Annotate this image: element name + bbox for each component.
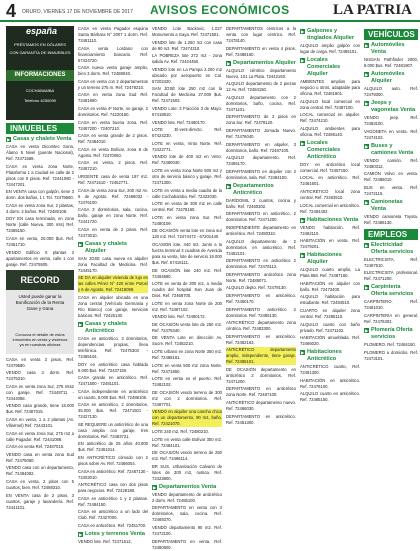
classified-ad: LOTE El-vent-directo. Ref. 67424230. (152, 127, 222, 139)
arrow-icon: ▶ (300, 29, 305, 34)
arrow-icon: ▶ (300, 140, 305, 146)
ad-list (364, 158, 418, 197)
classified-ad: CASA independiente en anticrético un cuarto, 8.000 $us. Ref. 72488105. (78, 388, 148, 400)
category-heading: ▶ Casas y chalets Alquiler (78, 240, 127, 254)
arrow-icon: ▶ (78, 532, 83, 538)
category-heading: ▶ Departamentos Alquiler (226, 59, 296, 66)
classified-ad: VENDO lote. Ref. 72471512. (78, 539, 132, 545)
classified-ad: LOTE en venta de 300 m2, a media cuadra del hospital San Juan de Dios. Ref. 72468700. (152, 281, 222, 299)
classified-ad: ALQUILO cuarto en anticrético. Ref. 72485150. (300, 391, 360, 403)
section-heading-inmuebles: INMUEBLES (6, 123, 74, 134)
classified-ad: CASA en anticrético. Ref. 72467130 - 72403010. (78, 468, 148, 480)
arrow-icon: ▶ (364, 327, 369, 333)
section-heading-vehiculos: VEHÍCULOS (364, 29, 418, 40)
classified-ad: SE REQUIERE un anticrético de una casa amplia con garaje, tres dormitorios. Ref. 72483721. (78, 421, 148, 439)
arrow-icon: ▶ (226, 60, 231, 66)
loan-advert (6, 26, 74, 120)
classified-ad: LOTE en venta, Vinto Norte. Ref. 72422771. (152, 140, 222, 152)
classified-ad: VENDO lote. Ref. 72490172. (152, 314, 206, 320)
classified-ad: ELECTRICISTA profesional. Ref. 72471200. (364, 270, 418, 282)
category-heading: ▶ Buses y camiones Venta (364, 142, 414, 156)
classified-ad: VENDO lote. Ref. 72460170. (152, 119, 206, 125)
arrow-icon: ▶ (78, 321, 83, 327)
category-heading: ▶ Automóviles Venta (364, 42, 405, 55)
classified-ad: VENDO Lote Backovic, 1.027 Monumento a Gaya. Ref. 72471501. (152, 26, 222, 37)
classified-ad: DEPARTAMENTO en anticrético, 2 dormitorios. Ref. 72471200. (226, 211, 296, 223)
category-heading: ▶ Casas y chalets Anticrético (78, 320, 127, 334)
arrow-icon: ▶ (364, 43, 369, 48)
classified-ad: VENDO departamento de anticrético 2 dorm. Ref. 72485100. (152, 491, 222, 503)
ad-list (78, 295, 148, 319)
classified-ad: ANTICRÉTICO departamento nuevo. Ref. 72466030. (226, 400, 296, 412)
classified-ad: LOTE en venta a media cuadra de la calle Cochabamba. Ref. 72422030. (152, 187, 222, 199)
classified-ad: DE OCASIÓN vendo terreno de 250 m2. Ref. 72486114. (152, 450, 222, 462)
column-2 (78, 26, 148, 545)
classified-ad: CARPINTERO. Ref. 72481010. (364, 299, 418, 311)
classified-ad: CASA en venta zona Norte, Plataforma 1 a Ciudad en calle de 2 pisos con 8 pisos. Ref. 72441080 - 72447201. (6, 163, 74, 187)
arrow-icon: ▶ (226, 183, 231, 189)
classified-ad: ALQUILO departamento con 2 dormitorios, baño, cocina. Ref. 72471101. (226, 94, 296, 112)
classified-ad: LOCAL comercial en alquiler. Ref. 72474210. (300, 112, 360, 124)
classified-ad: SAN JOSE casa nueva en alquiler zona Facultad de Medicina. Ref. 72445170. (78, 255, 148, 273)
classified-ad: DAR/DOMIL 2 cuartos, cocina y baño. Ref. 72460302. (226, 197, 296, 209)
classified-ad: VENDO casa con un departamento, Ref. 72484082. (6, 465, 74, 477)
category-heading: ▶ Locales Comerciales Anticrético (300, 139, 341, 160)
section-title: AVISOS ECONÓMICOS (150, 3, 290, 17)
ad-list (6, 357, 74, 511)
classified-ad: DOY EN casa terminada, en zona Norte (calle Nueva, 300 mts) Ref. 72485150. (6, 216, 74, 234)
realestate-advert (6, 270, 74, 354)
classified-ad: LOTE en venta en el puerto. Ref. 72482102. (152, 376, 222, 388)
classified-ad: LA POBREZA lote 272 m2 - zona salida Av. Ref. 72424450. (152, 53, 222, 65)
ad-list (364, 257, 418, 283)
classified-ad: CASA en anticrético, 3 dormitorios, dependencias propias, línea telefónica. Ref. 72475303 - 72485104. (78, 335, 148, 359)
arrow-icon: ▶ (300, 58, 305, 63)
classified-ad: VENDO lote de 400 m2 en Vinto. Ref. 72480040. (152, 154, 222, 166)
category-heading: ▶ Casas y chalets Venta (6, 136, 72, 142)
classified-ad: HABITACIÓN en venta. Ref. 72479201. (300, 238, 360, 250)
advert-band: INFORMACIONES (6, 70, 74, 81)
classified-ad: HABITACIÓN en alquiler con baño. Ref. 72473400. (300, 280, 360, 292)
ad-list (226, 68, 296, 181)
classified-ad: BUS en venta. Ref. 72472115. (364, 184, 418, 196)
ad-list (226, 198, 296, 346)
classified-ad: LOTE en venta de 300 m2 en calle central. Ref. 72478160. (152, 201, 222, 213)
classified-ad: ALQUILO local comercial en zona central. Ref. 72487100. (300, 98, 360, 110)
classified-ad: ALQUILO cuarto amplio, La Plata 658. Ref. 72487160. (300, 267, 360, 279)
classified-ad: DEPARTAMENTO en venta. Ref. 72480600. (152, 538, 222, 550)
column-3 (152, 26, 222, 550)
classified-ad: DE OCASIÓN departamento en anticrético 2 dormitorios. Ref. 72471200. (226, 366, 296, 384)
ad-list (364, 86, 418, 98)
classified-ad: DOY en anticrético casa hablada 6.000 $us. Ref. 72437150. (78, 361, 148, 373)
classified-ad: DEPARTAMENTO en alquiler, 3 dormitorios, baño. Ref. 72487100. (226, 141, 296, 153)
ad-list (78, 26, 148, 239)
ad-list (226, 26, 296, 58)
classified-ad: DE VENTA Lote en dirección Av. Sucre. Ref. 72482210. (152, 335, 222, 347)
arrow-icon: ▶ (364, 285, 369, 291)
classified-ad: ALQUILO departamento de 2 dormitorios en anticrético. Ref. 72482101. (226, 238, 296, 256)
column-4 (226, 26, 296, 538)
classified-ad: DE OCASIÓN venta lote de 250 m2. Ref. 72475340. (152, 321, 222, 333)
classified-ad: CASA en venta de 2 pisos. Ref. 72473010. (78, 226, 148, 238)
column-5 (300, 26, 360, 538)
classified-ad: CASA en anticrético. Ref. 72451700. (78, 523, 147, 529)
arrow-icon: ▶ (364, 143, 369, 149)
classified-ad: CASA en venta zona Sud Ref. 72481890. (78, 92, 148, 104)
classified-ad: VENDO casa 3 dorm. Ref. 72475310. (6, 370, 74, 382)
classified-ad: VENDO lote en La Pampa 2.200 m2 ubicado por aeropuerto en Cal. 67202420. (152, 66, 222, 84)
arrow-icon: ▶ (300, 217, 305, 223)
classified-ad: EN VENTA casa de 2 pisos, 3 cuartos, garaje y lavandería. Ref. 72441101. (6, 492, 74, 510)
classified-ad: ALQUILO céntrico departamento Nuevo, 101 La Plata. 72442150. (226, 67, 296, 79)
classified-ad: DOY en anticrético local comercial. Ref. 72487150. (300, 161, 360, 173)
classified-ad: DE OCASIÓN venta lote en zona sur 120 m2. Ref. 72474472 - 67201440. (152, 228, 222, 240)
ad-list (78, 336, 148, 529)
classified-ad: LOTE en venta zona Norte de 200 m2. Ref. 72487102. (152, 300, 222, 312)
classified-ad: CASA en venta grande de 2 pisos. Ref. 72484010. (78, 133, 148, 145)
classified-ad: DEPARTAMENTO anticrético 2 dormitorios. Ref. 72485130. (226, 306, 296, 318)
classified-ad: ALQUILO departamento de 2 piezas 12 Av. Ref. 72484150. (226, 81, 296, 93)
classified-ad: ALQUILO departamento. Ref. 72485170. (226, 155, 296, 167)
classified-ad: DE OCASIÓN lote 240 m2. Ref. 72494580. (152, 267, 222, 279)
classified-ad: ALQUILO ambientes para oficina. Ref. 72486140. (300, 125, 360, 137)
ad-list (300, 162, 360, 215)
classified-ad: VENDO casa grande, tiene 18.000 $us. Ref. 72487015. (6, 403, 74, 415)
classified-ad: VENDO Edificio 5 plantas 3 apartamentos en venta, calle 1 con garaje. Ref. 72479505. (6, 249, 74, 267)
ad-list (226, 367, 296, 426)
classified-ad: ALQUILO habitación para estudiante. Ref. 72484510. (300, 294, 360, 306)
classified-ad: VENDO casa en venta zona Sud Ref. 72475060. (6, 451, 74, 463)
arrow-icon: ▶ (152, 484, 157, 490)
classified-ad: CASA grande en anticrético. Ref. 72471500 - 72481101. (78, 375, 148, 387)
classified-ad: CASA en anticrético 1 y 2 plantas. Ref. 72484150. (78, 495, 148, 507)
classified-ad: ELECTRICISTA. Ref. 72487510. (364, 256, 418, 268)
section-heading-empleos: EMPLEOS (364, 229, 418, 240)
ad-list (300, 225, 360, 251)
category-heading: ▶ Lotes y terrenos Venta (78, 531, 145, 538)
classified-ad: CASA en venta, 1 a 2 plantas (Av. Villarroel) Ref. 72443101. (6, 416, 74, 428)
classified-ad: CASA nueva venta garaje amplio, bien 3 dorm. Ref. 72486040. (78, 65, 148, 77)
dateline: ORURO, VIERNES 17 DE NOVIEMBRE DE 2017 (22, 9, 133, 15)
classified-ad: EN anticrético de 25 años 40.000 $us. Ref. 72461014. (78, 441, 148, 453)
category-heading: ▶ Automóviles Alquiler (364, 71, 405, 84)
classified-ad: CASA en venta zona Sur, 275 mts2 con garaje. Ref. 72448711 - 72444088. (6, 383, 74, 401)
category-heading: ▶ Departamentos Anticrético (226, 182, 274, 196)
classified-ad: URGENTE casa de venta 197 m2. Ref. 72471510 - 72452771. (78, 173, 148, 185)
advert-logo: españa (26, 26, 58, 36)
ad-list (300, 267, 360, 347)
classified-ad: CASA en venta buena zona. Ref. 72487200 - 72407210. (78, 119, 148, 131)
advert-line: PRÉSTAMOS EN DÓLARES (14, 42, 66, 47)
classified-ad: CASA en venta 4º Norte, no garaje, 2 dormitorios. Ref. 74220150. (78, 105, 148, 117)
category-heading: ▶ Habitaciones Venta (300, 216, 359, 223)
classified-ad: ALQUILO cuarto con baño privado. Ref. 72471102. (300, 321, 360, 333)
arrow-icon: ▶ (300, 253, 305, 259)
classified-ad: LOTE en venta zona Sur. Ref. 72480109. (152, 214, 222, 226)
classified-ad: CASA en venta, 20.000 $us. Ref. 72451710. (6, 235, 74, 247)
ad-list (300, 364, 360, 403)
advert-line: COCHABAMBA (25, 88, 55, 93)
classified-ad: BR SUS. Urbanización Calvario de lotes de 300 m2, rustica. Ref. 72423800. (152, 463, 222, 481)
classified-ad: VENDO habitación. Ref. 72482110. (300, 224, 360, 236)
category-heading: ▶ Departamentos Venta (152, 483, 217, 490)
classified-ad: CASA en venta Dicomtec Soria, Álamo 5 Nivel (puente Nacional), Ref. 72471588. (6, 144, 74, 161)
advert-logo: RECORD (6, 270, 74, 290)
ad-list (300, 43, 360, 55)
category-heading: ▶ Jeeps y vagonetas Venta (364, 100, 416, 113)
ad-list (364, 299, 418, 325)
ad-list (300, 79, 360, 138)
classified-ad: NISSAN Pathfinder 2000, 8.000 $us. Ref. 72481907. (364, 57, 418, 68)
classified-ad: CASA en venta Ref. 72487015. (6, 444, 65, 450)
classified-ad: DEPARTAMENTO en anticrético zona Norte. Ref. 72487100. (226, 386, 296, 398)
arrow-icon: ▶ (364, 101, 369, 106)
classified-ad: CASA en venta zona Sur, 275 m2 a calle Pagador. Ref. 72441088. (6, 430, 74, 442)
highlighted-ad: SE DA en alquiler vivienda de lujo en las calles Pérez N° 420 entre Potosí y 6 de Agosto. Ref. 72418099. (78, 275, 148, 293)
classified-ad: ANTICRÉTICO local zona central. Ref. 72463510. (300, 188, 360, 200)
classified-ad: ALQUILO auto. Ref. 72479300. (364, 86, 418, 97)
classified-ad: LOCAL en anticrético. Ref. 72481601. (300, 175, 360, 187)
classified-ad: CASA en anticrético a un lado del Club. Ref. 72427000. (78, 509, 148, 521)
classified-ad: DEPARTAMENTO en venta con 3 dormitorios, sala, cocina. Ref. 72469370. (152, 505, 222, 523)
classified-ad: CASA venta Lordano con financiamiento bancario. Ref. 67424720. (78, 45, 148, 63)
ad-list (364, 115, 418, 141)
ad-list (364, 342, 418, 362)
classified-ad: CASA en venta, 2 pisos. Ref. 72487210. (78, 160, 148, 172)
classified-ad: ALQUILO amplio galpón con lugar de carga. Ref. 72485101. (300, 43, 360, 54)
classified-ad: CASA en venta, 2 pisos con 5 cuartos, bien. Ref. 72488310. (6, 478, 74, 490)
classified-ad: AMBIENTES amplios para negocio u otros, adaptable para oficina. Ref. 72481901. (300, 79, 360, 96)
classified-ad: ANTICRÉTICO departamento zona céntrica. Ref. 72483300. (226, 320, 296, 332)
classified-ad: LOCAL comercial en anticrético. Ref. 72484402. (300, 202, 360, 214)
highlighted-ad: ANTICRÉTICO departamento amplio, independiente, tiene garaje. Ref. 72485101. (226, 347, 296, 365)
classified-ad: CARPINTERÍA en general. Ref. 72476302. (364, 312, 418, 324)
classified-ad: VENDO jeep. Ref. 72483100. (364, 115, 418, 126)
advert-text: Usted puede ganar la Bonificación de la Renta Gane y Gana (15, 293, 65, 311)
ad-list (152, 492, 222, 551)
classified-ad: ANTICRÉTICO cuarto, Ref. 72481300. (300, 364, 360, 376)
arrow-icon: ▶ (364, 199, 369, 205)
classified-ad: CASA en venta zona Sur, 2 plantas, 3 dorm. 2 baños. Ref. 72480108. (6, 202, 74, 214)
arrow-icon: ▶ (300, 350, 305, 356)
classified-ad: DE OCASIÓN vendo terreno de 300 m2 con 2 dormitorios. Ref. 72487701. (152, 389, 222, 407)
category-heading: ▶ Camionetas Venta (364, 198, 403, 212)
classified-ad: DEPARTAMENTO Jornada Nuevo. Ref. 72476040. (226, 127, 296, 139)
ad-list (78, 539, 148, 545)
classified-ad: CASA en venta con 2 departamentos y un terreno 275 m. Ref. 72479210. (78, 78, 148, 90)
classified-ad: CASA 3 dormitorios, sala, cocina, baño, garaje en zona Norte. Ref. 72441720. (78, 207, 148, 225)
classified-ad: HABITACIÓN amueblada. Ref. 72466020. (300, 335, 360, 347)
category-heading: ▶ Carpintería Oferta servicios (364, 284, 414, 298)
page-number: 4 (6, 1, 17, 21)
category-heading: ▶ Plomería Oferta servicios (364, 326, 413, 340)
classified-ad: CAMIÓN Volvo en venta. Ref. 72486010. (364, 171, 418, 183)
ad-list (152, 26, 222, 408)
classified-ad: VENDO lote de 1.250 m2 con casa de 90 m2. Ref. 72474310. (152, 39, 222, 51)
classified-ad: SAN JOSÉ lote 250 m2 con la Facultad de Medicina 27.000 $us. Ref. 72471503. (152, 86, 222, 104)
advert-phone: Teléfono 4250099 (24, 98, 56, 103)
classified-ad: VENDO Lote: 3 Fracción 3 de Mayo. 67418810. (152, 105, 222, 117)
ad-list (364, 214, 418, 226)
classified-ad: OCASIÓN lote, 440 m2. Junto a la fuerza terminal 3 cuadras de Avenida para su venta, lote de servicio 18.000 $us. Ref. 67418111. (152, 241, 222, 265)
classified-ad: CASA de venta zona Sur, 200 m2 Av. 6 de Agosto. Ref. 72486032 - 72476100. (78, 187, 148, 205)
arrow-icon: ▶ (6, 137, 11, 142)
category-heading: ▶ Electricidad Oferta servicios (364, 241, 414, 255)
arrow-icon: ▶ (78, 241, 83, 247)
classified-ad: CUARTO en alquiler zona central. Ref. 72485110. (300, 307, 360, 319)
classified-ad: INDEPENDIENTE departamento en anticrético. Ref. 72480310. (226, 224, 296, 236)
classified-ad: ALQUILO depto. Ref. 72479130. (226, 285, 287, 291)
classified-ad: CASA en venta Bolívar, zona 6 de Agosto. Ref. 72470060. (78, 146, 148, 158)
classified-ad: VAGONETA en venta. Ref. 72474102. (364, 128, 418, 140)
classified-ad: PLOMERO. Ref. 72484150. (364, 341, 416, 347)
newspaper-logo: LA PATRIA (332, 2, 412, 18)
classified-ad: DEPARTAMENTO de 2 pisos en zona Sur. Ref. 72478120. (226, 114, 296, 126)
classified-ad: LOTE 240 m2, Ref. 72480210. (152, 429, 210, 435)
ad-list (78, 256, 148, 274)
classified-ad: VENDO camión. Ref. 72480312. (364, 157, 418, 169)
classified-ad: DEPARTAMENTO en venta 4 pisos. Ref. 72488160. (226, 45, 296, 57)
arrow-icon: ▶ (364, 72, 369, 77)
classified-ad: LOTE en venta 500 m2 zona Norte. Ref. 72471850. (152, 362, 222, 374)
column-6 (364, 26, 418, 538)
page-header (0, 0, 420, 22)
classified-ad: VENDO camioneta Toyota. Ref. 72486130. (364, 213, 418, 225)
classified-ad: DEPARTAMENTO en anticrético. Ref. 72482163. (226, 333, 296, 345)
classified-ad: VENDO departamento 90 m2. Ref. 72472100. (152, 525, 222, 536)
ad-list (6, 144, 74, 268)
classified-ad: CASA en venta 3 pisos, Ref. 72479580. (6, 356, 74, 368)
classified-ad: PLOMERO a domicilio. Ref. 72473101. (364, 349, 418, 361)
category-heading: ▶ Locales Comerciales Alquiler (300, 57, 341, 77)
classified-ad: DEPARTAMENTOS céntricos a la venta con lugar céntrico. Ref. 72478140. (226, 26, 296, 43)
classified-ad: DEPARTAMENTO en anticrético. Ref. 72451300. (226, 413, 296, 425)
classified-ad: DEPARTAMENTO en anticrético 2 dormitorios. Ref. 72476112. (226, 258, 296, 270)
ad-list (364, 57, 418, 69)
classified-ad: CASA en anticrético, 2 dormitorios, 35.000 $us. Ref. 72471501 - 72427130. (78, 402, 148, 420)
classified-ad: EN VENTA casa con galpón, tiene 3 dorm. dos baños, 1 t. Tel. 72479560. (6, 189, 74, 201)
arrow-icon: ▶ (364, 242, 369, 248)
classified-ad: CASA en venta Pagador esquina Santa Bárbara N° 2007 1 dorm. Ref. 72481110. (78, 26, 148, 43)
classified-ad: DEPARTAMENTO en alquiler con 2 dormitorios, sala. Ref. 72484150. (226, 168, 296, 180)
ad-list (152, 429, 222, 482)
highlighted-ad: VENDO en alquiler una cancha chica con un departamento, 90 m2, baño. Ref. 72421070. (152, 409, 222, 427)
advert-text: Conozca el detalle de estos inmuebles en venta y visítenos ya en nuestras oficinas (12, 331, 68, 347)
category-heading: ▶ Habitaciones Anticrético (300, 349, 342, 363)
classified-ad: HABITACIÓN en anticrético. Ref. 72476100. (300, 377, 360, 389)
column-1 (6, 26, 74, 538)
classified-ad: LOTE urbano en zona Norte 350 m2. Ref. 72488161. (152, 349, 222, 361)
advert-line: CON GARANTÍA DE INMUEBLES (9, 50, 71, 55)
classified-ad: CASA en alquiler ubicada en una zona central (Vehículo Germania y Río Blanco) con garaje, servicios básicos. Ref. 72425130. (78, 294, 148, 318)
classified-ad: DEPARTAMENTO en anticrético. Ref. 72460170. (226, 292, 296, 304)
classified-ad: LOTE en venta zona Norte 500 m2 y otro de servicio básico y garaje. Ref. 72471300. (152, 167, 222, 185)
classified-ad: EN ANTICRÉTICO cómodo con 2 pisos sobre Av. Ref. 72486054. (78, 455, 148, 467)
classified-ad: ANTICRÉTICO casa con dos pisos para negocios. Ref. 72428180. (78, 482, 148, 494)
category-heading: ▶ Galpones y tinglados Alquiler (300, 28, 355, 41)
classified-ad: DEPARTAMENTO anticrético zona Norte. Ref. 72485071. (226, 271, 296, 283)
category-heading: ▶ Habitaciones Alquiler (300, 252, 342, 266)
classified-ad: LOTE en venta calle Bolívar 350 m2. Ref. 72484101. (152, 436, 222, 448)
